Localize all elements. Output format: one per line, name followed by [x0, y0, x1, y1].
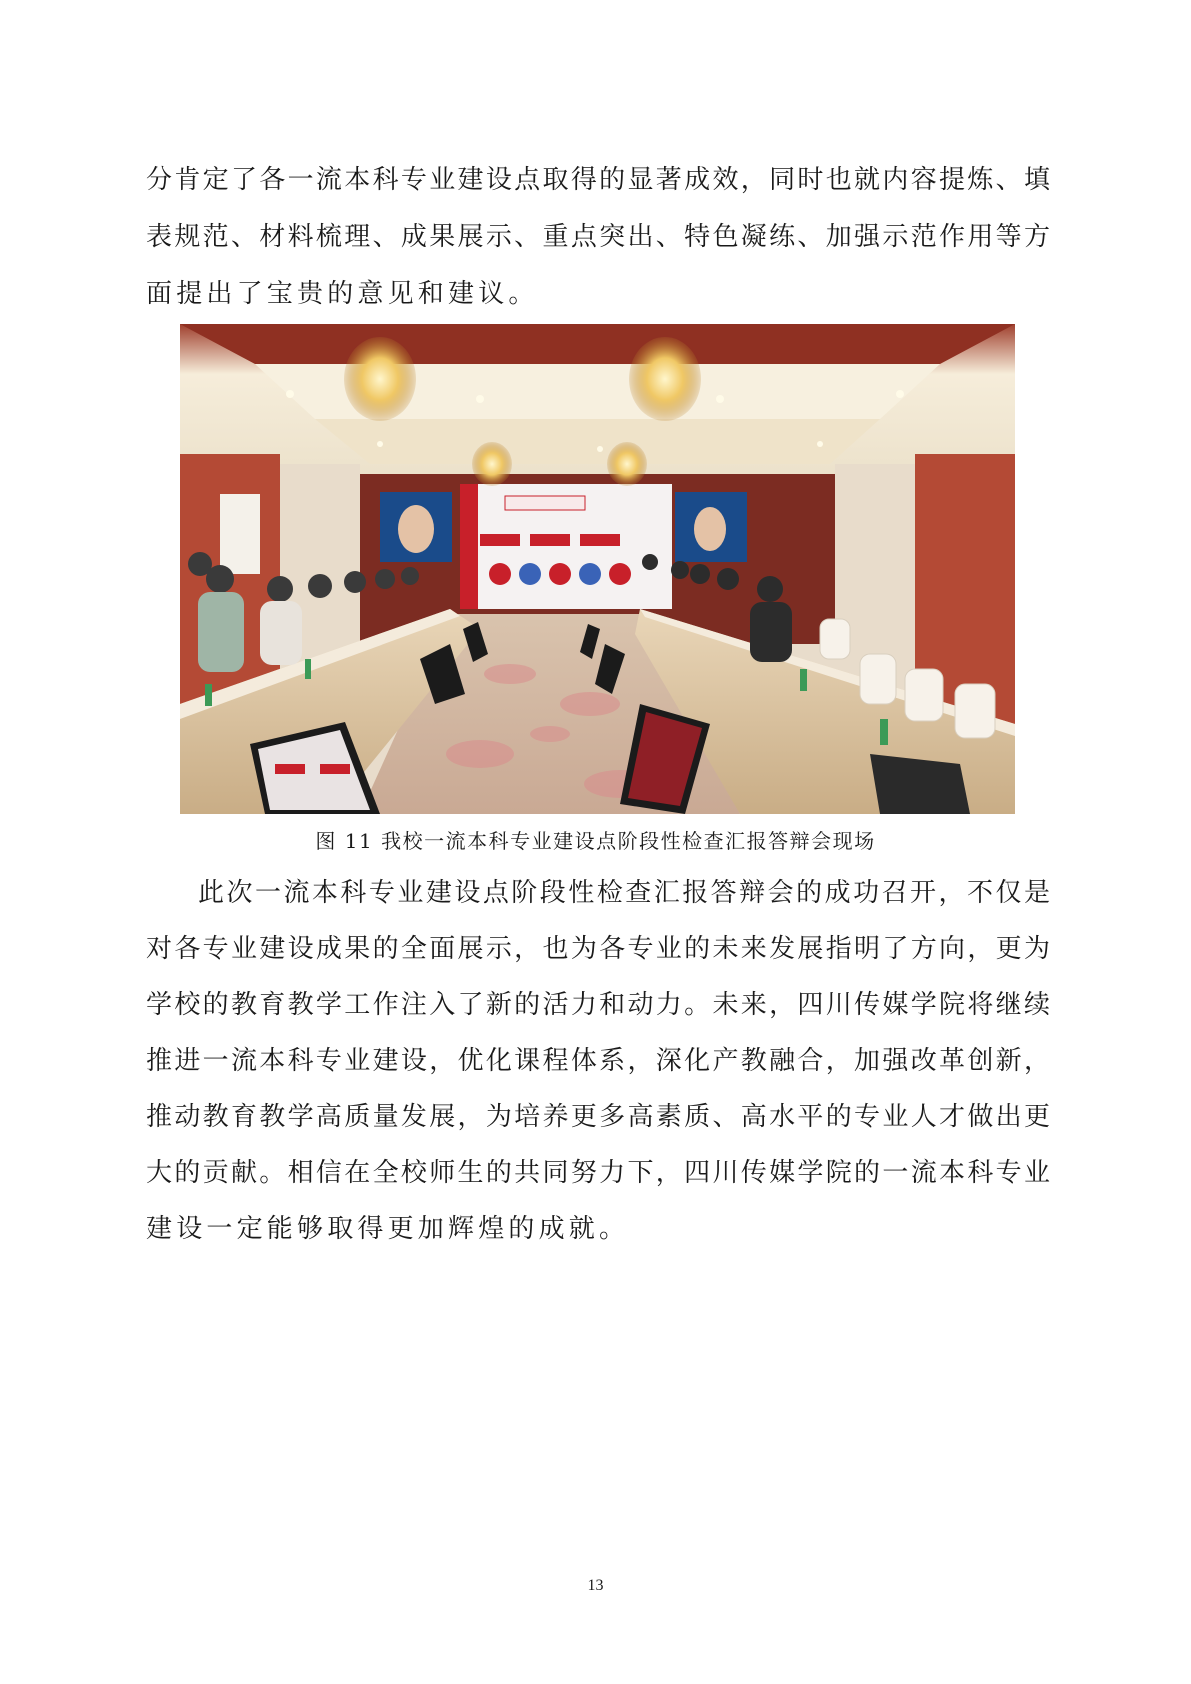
- paragraph-1-line-1: 分肯定了各一流本科专业建设点取得的显著成效，同时也就内容提炼、填: [146, 165, 1050, 195]
- paragraph-1-line-3: 面提出了宝贵的意见和建议。: [146, 279, 539, 309]
- meeting-photo: [180, 324, 1015, 814]
- paragraph-2-line-2: 对各专业建设成果的全面展示，也为各专业的未来发展指明了方向，更为: [146, 934, 1050, 964]
- page-number: 13: [587, 1577, 604, 1594]
- paragraph-2-line-3: 学校的教育教学工作注入了新的活力和动力。未来，四川传媒学院将继续: [146, 990, 1050, 1020]
- paragraph-2-line-4: 推进一流本科专业建设，优化课程体系，深化产教融合，加强改革创新，: [146, 1046, 1050, 1076]
- paragraph-2-line-5: 推动教育教学高质量发展，为培养更多高素质、高水平的专业人才做出更: [146, 1102, 1050, 1132]
- paragraph-2-line-7: 建设一定能够取得更加辉煌的成就。: [146, 1214, 630, 1244]
- paragraph-2-line-6: 大的贡献。相信在全校师生的共同努力下，四川传媒学院的一流本科专业: [146, 1158, 1050, 1188]
- paragraph-1-line-2: 表规范、材料梳理、成果展示、重点突出、特色凝练、加强示范作用等方: [146, 222, 1050, 252]
- paragraph-2-line-1: 此次一流本科专业建设点阶段性检查汇报答辩会的成功召开，不仅是: [198, 878, 1050, 908]
- figure-caption: 图 11 我校一流本科专业建设点阶段性检查汇报答辩会现场: [315, 829, 876, 853]
